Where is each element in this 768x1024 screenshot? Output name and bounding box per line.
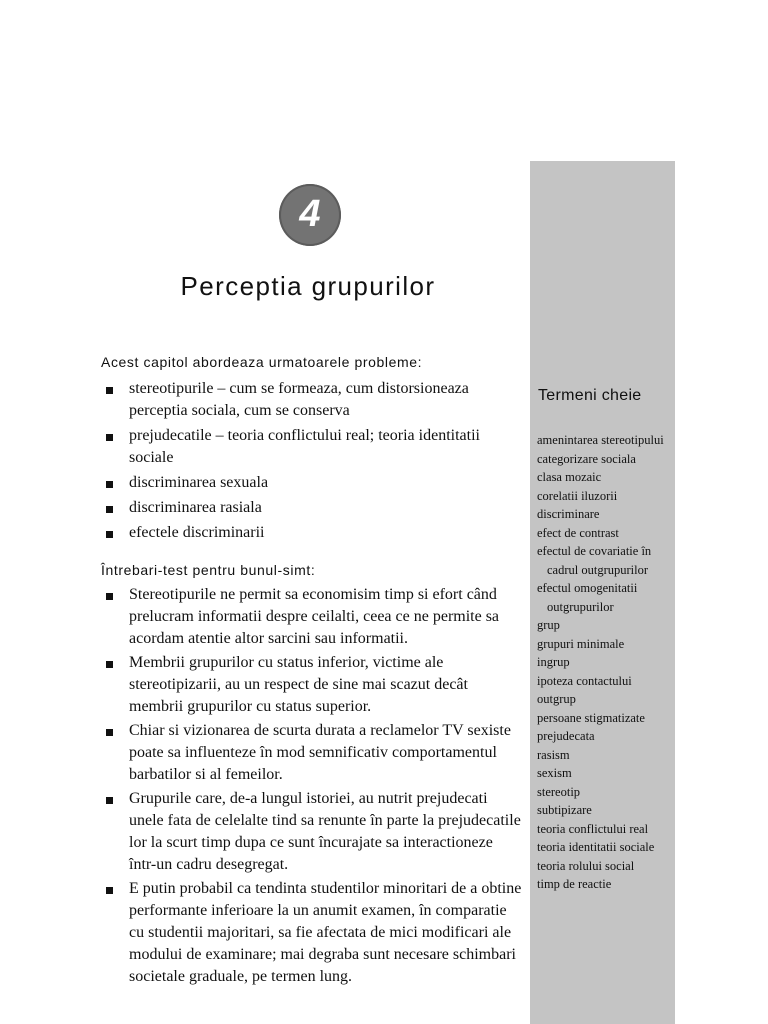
key-term: subtipizare — [537, 803, 592, 817]
list-item — [104, 378, 524, 422]
chapter-number: 4 — [299, 193, 321, 235]
key-term: stereotip — [537, 784, 581, 799]
key-term: categorizare sociala — [537, 451, 636, 466]
list-item — [104, 720, 524, 786]
bullet-square-icon — [106, 593, 113, 600]
list-item — [104, 497, 524, 519]
key-term: timp de reactie — [537, 877, 612, 891]
key-term: ipoteza contactului — [537, 673, 632, 688]
key-term: prejudecata — [537, 729, 595, 743]
list-item — [104, 522, 524, 544]
list-item — [104, 425, 524, 469]
key-term: teoria identitatii sociale — [537, 840, 655, 854]
list-item — [104, 652, 524, 718]
key-term: grup — [537, 618, 560, 632]
key-term: amenintarea stereotipului — [537, 433, 664, 447]
key-terms-title: Termeni cheie — [538, 387, 642, 404]
key-terms-list — [537, 431, 677, 894]
key-terms-sidebar — [530, 161, 675, 1024]
list-item-text: stereotipurile – cum se formeaza, cum distorsioneaza perceptia sociala, cum se conserva — [129, 380, 469, 419]
key-term: persoane stigmatizate — [537, 710, 645, 725]
key-term: corelatii iluzorii — [537, 488, 618, 503]
key-term: discriminare — [537, 507, 600, 521]
bullet-square-icon — [106, 797, 113, 804]
test-questions-heading: Întrebari-test pentru bunul-simt: — [101, 562, 316, 578]
list-item-text: Chiar si vizionarea de scurta durata a reclamelor TV sexiste poate sa influenteze în mod semnificativ comportamentul barbatilor si al femeilor. — [129, 722, 511, 783]
chapter-number-badge — [279, 184, 341, 246]
list-item — [104, 472, 524, 494]
bullet-square-icon — [106, 531, 113, 538]
test-questions-list — [104, 584, 524, 990]
list-item-text: Membrii grupurilor cu status inferior, victime ale stereotipizarii, au un respect de sine mai scazut decât membrii grupurilor cu status superior. — [129, 654, 468, 715]
list-item — [104, 584, 524, 650]
list-item-text: discriminarea rasiala — [129, 499, 262, 516]
bullet-square-icon — [106, 887, 113, 894]
bullet-square-icon — [106, 387, 113, 394]
key-term: sexism — [537, 766, 572, 780]
key-term: clasa mozaic — [537, 470, 602, 484]
bullet-square-icon — [106, 481, 113, 488]
key-term: ingrup — [537, 655, 570, 669]
key-term: efect de contrast — [537, 525, 619, 540]
chapter-title: Perceptia grupurilor — [180, 271, 436, 301]
key-term: teoria rolului social — [537, 858, 635, 873]
bullet-square-icon — [106, 729, 113, 736]
key-term: teoria conflictului real — [537, 821, 649, 836]
list-item-text: discriminarea sexuala — [129, 474, 269, 491]
list-item-text: Grupurile care, de-a lungul istoriei, au nutrit prejudecati unele fata de celelalte tind sa renunte în parte la prejudecatile lor la scurt timp dupa ce sunt încurajate sa interactioneze într-un cadru desegregat. — [129, 790, 521, 873]
list-item-text: prejudecatile – teoria conflictului real; teoria identitatii sociale — [129, 427, 480, 466]
bullet-square-icon — [106, 434, 113, 441]
list-item — [104, 788, 524, 876]
key-term: efectul omogenitatii outgrupurilor — [537, 581, 638, 614]
key-term: efectul de covariatie în cadrul outgrupurilor — [537, 544, 652, 577]
bullet-square-icon — [106, 661, 113, 668]
list-item-text: Stereotipurile ne permit sa economisim timp si efort când prelucram informatii despre ceilalti, ceea ce ne permite sa acordam atentie altor sarcini sau informatii. — [129, 586, 500, 647]
intro-heading: Acest capitol abordeaza urmatoarele probleme: — [101, 354, 423, 370]
list-item-text: E putin probabil ca tendinta studentilor minoritari de a obtine performante inferioare la un anumit examen, în comparatie cu studentii majoritari, sa fie afectata de mici modificari ale modului de examinare; mai degraba sunt necesare schimbari societale graduale, pe termen lung. — [129, 880, 522, 985]
bullet-square-icon — [106, 506, 113, 513]
list-item — [104, 878, 524, 988]
topics-list — [104, 378, 524, 547]
key-term: rasism — [537, 747, 570, 762]
key-term: outgrup — [537, 692, 576, 706]
key-term: grupuri minimale — [537, 636, 625, 651]
list-item-text: efectele discriminarii — [129, 524, 265, 541]
